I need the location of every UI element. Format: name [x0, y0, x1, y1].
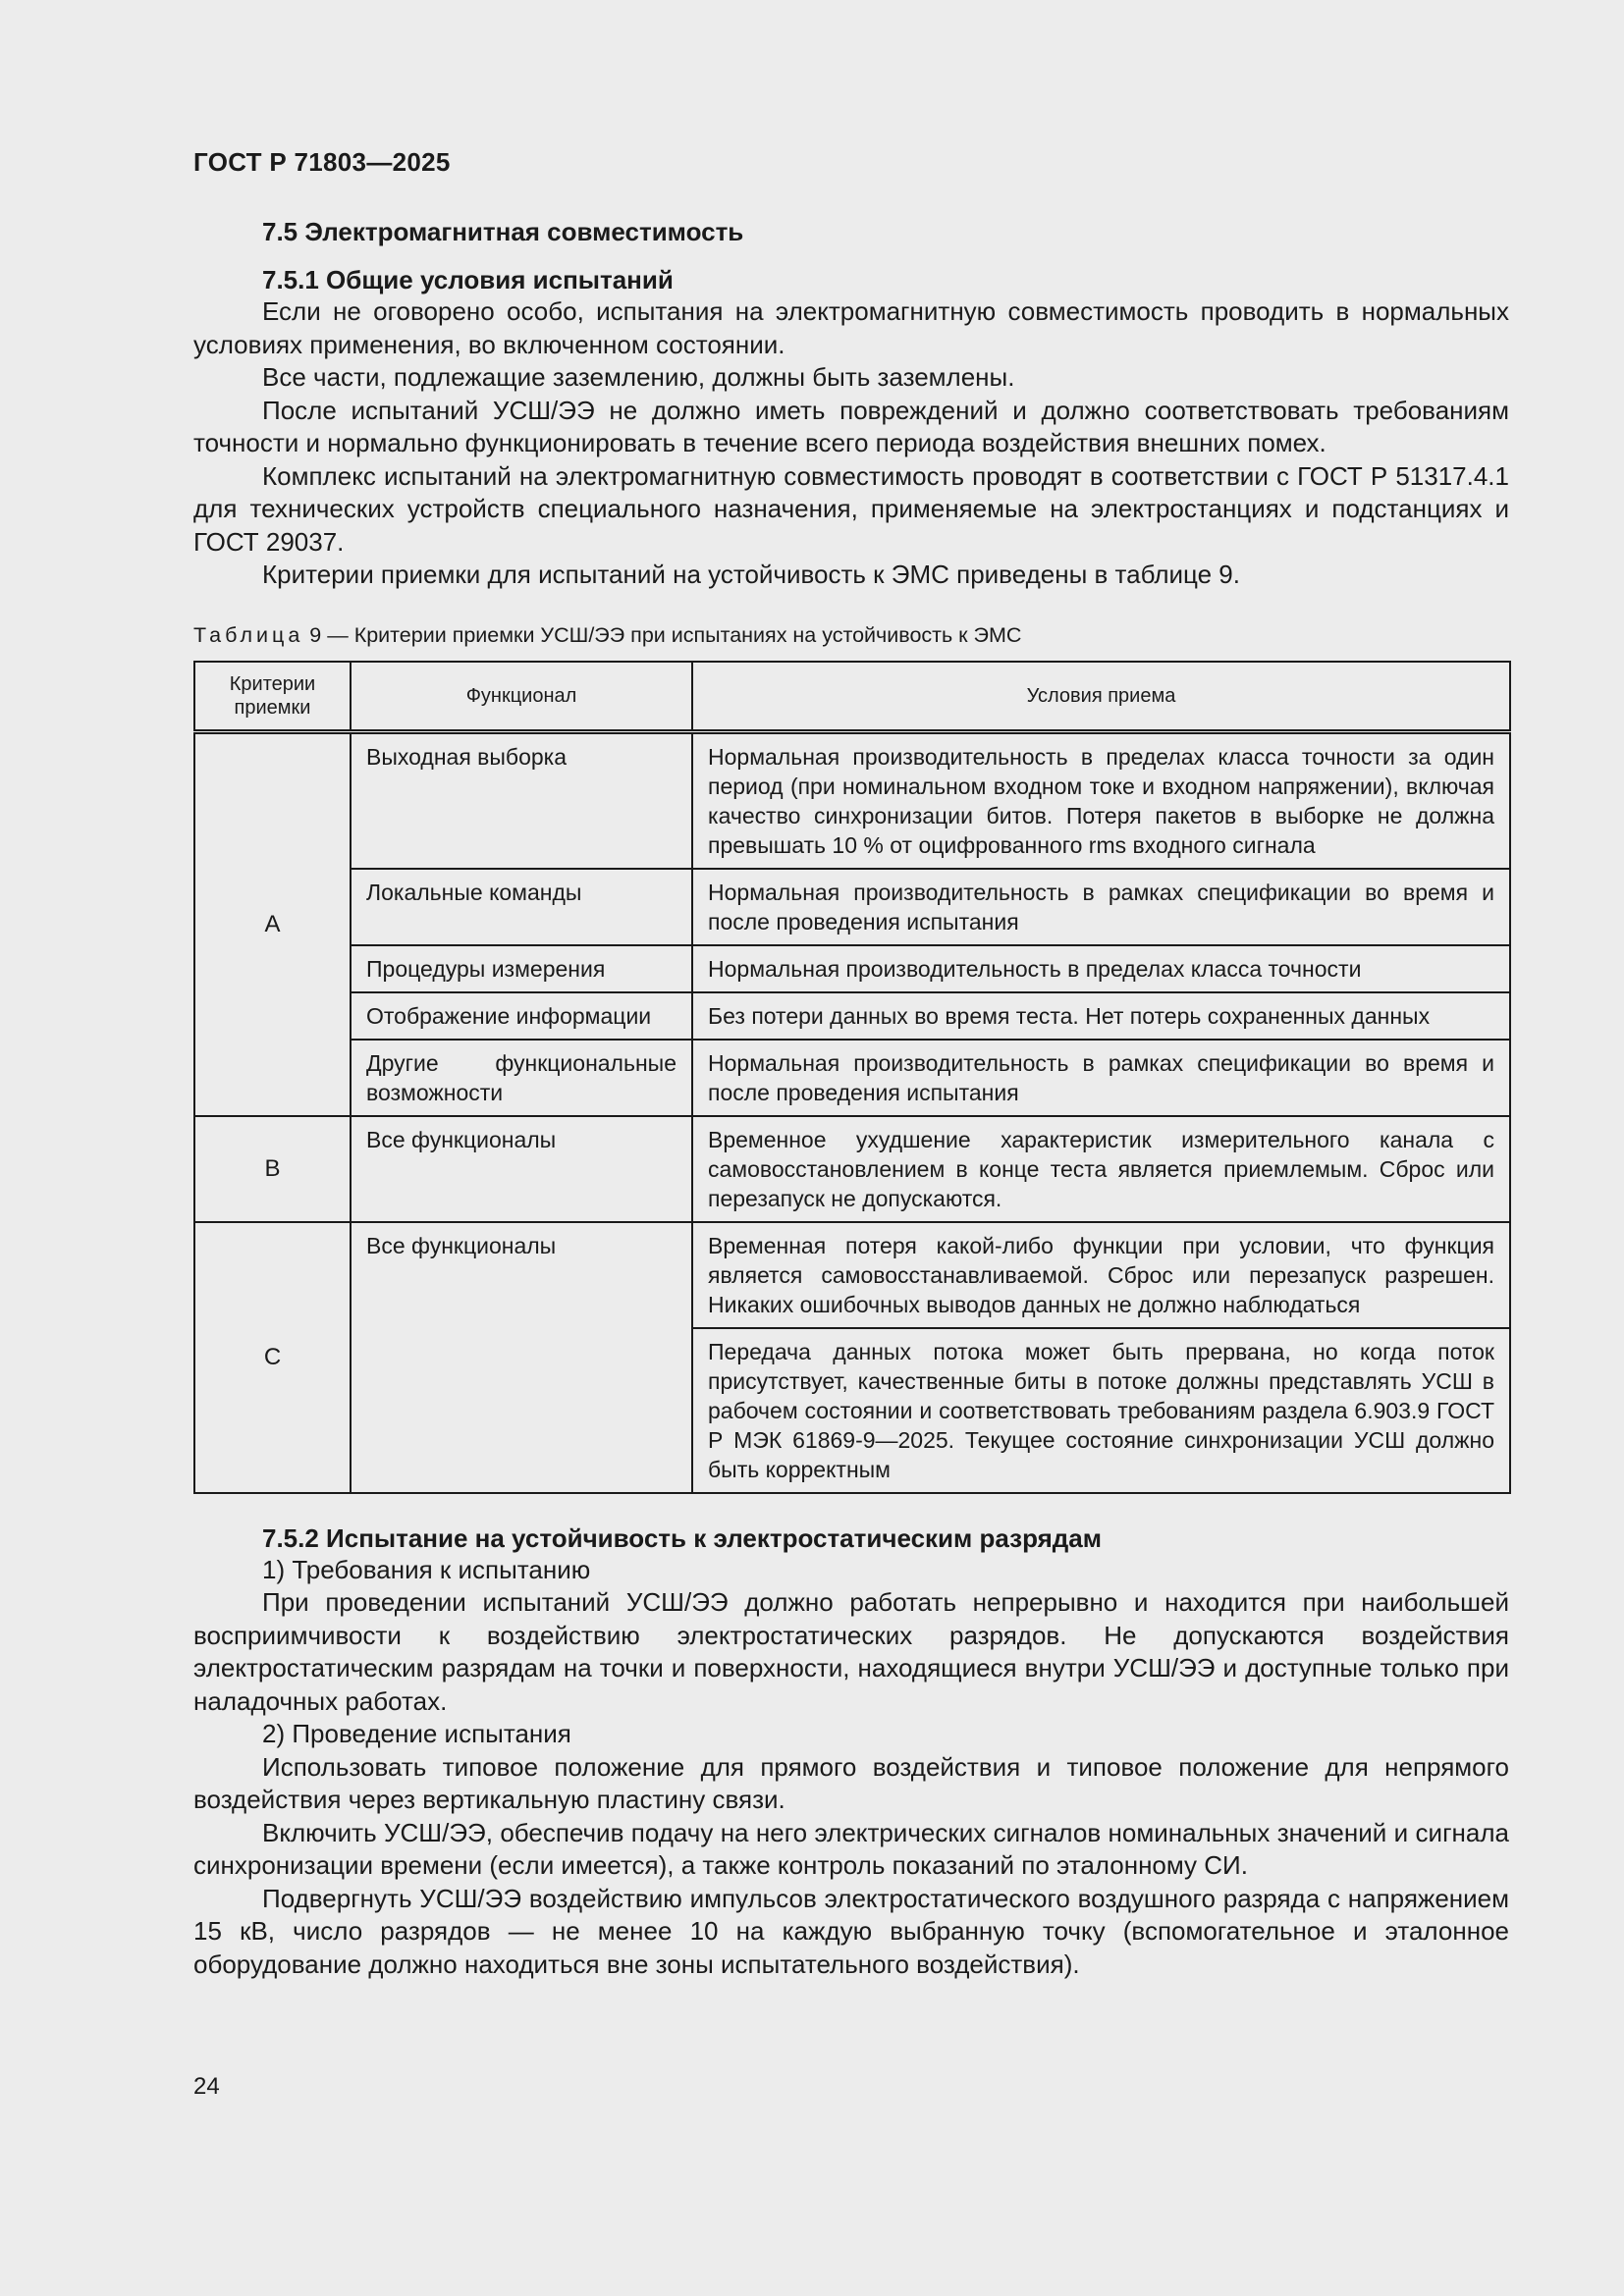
- functional-cell: Все функционалы: [351, 1116, 692, 1222]
- document-page: [193, 147, 1509, 1981]
- section-7-5-2-title: 7.5.2 Испытание на устойчивость к электростатическим разрядам: [262, 1522, 1102, 1553]
- table-row: [194, 992, 1510, 1040]
- criteria-table: [193, 661, 1511, 1494]
- functional-cell: Локальные команды: [351, 869, 692, 945]
- section-7-5-1-title: 7.5.1 Общие условия испытаний: [262, 265, 674, 294]
- paragraph: Использовать типовое положение для прямого воздействия и типовое положение для непрямого воздействия через вертикальную пластину связи.: [193, 1751, 1509, 1814]
- table-row: [194, 1040, 1510, 1116]
- functional-cell: Выходная выборка: [351, 731, 692, 869]
- criterion-c: C: [194, 1222, 351, 1493]
- condition-cell: Временное ухудшение характеристик измерительного канала с самовосстановлением в конце теста является приемлемым. Сброс или перезапуск не допускаются.: [692, 1116, 1510, 1222]
- paragraph: При проведении испытаний УСШ/ЭЭ должно работать непрерывно и находится при наибольшей восприимчивости к воздействию электростатических разрядов. Не допускаются воздействия электростатическим разрядам на точки и поверхности, находящиеся внутри УСШ/ЭЭ и доступные только при наладочных работах.: [193, 1587, 1509, 1716]
- paragraph: Критерии приемки для испытаний на устойчивость к ЭМС приведены в таблице 9.: [262, 560, 1240, 589]
- table-row: [194, 1222, 1510, 1328]
- paragraph: После испытаний УСШ/ЭЭ не должно иметь повреждений и должно соответствовать требованиям точности и нормально функционировать в течение всего периода воздействия внешних помех.: [193, 395, 1509, 457]
- item-2-title: 2) Проведение испытания: [262, 1719, 571, 1748]
- section-7-5-title: 7.5 Электромагнитная совместимость: [262, 217, 744, 246]
- table-caption-text: 9 — Критерии приемки УСШ/ЭЭ при испытаниях на устойчивость к ЭМС: [303, 622, 1022, 647]
- paragraph: Все части, подлежащие заземлению, должны быть заземлены.: [262, 362, 1015, 392]
- condition-cell: Передача данных потока может быть прервана, но когда поток присутствует, качественные биты в потоке должны представлять УСШ в рабочем состоянии и соответствовать требованиям раздела 6.903.9 ГОСТ Р МЭК 61869-9—2025. Текущее состояние синхронизации УСШ должно быть корректным: [692, 1328, 1510, 1493]
- table-caption: [193, 623, 1509, 648]
- section-7-5-2: [193, 1523, 1509, 1982]
- condition-cell: Временная потеря какой-либо функции при условии, что функция является самовосстанавливаемой. Сброс или перезапуск разрешен. Никаких ошибочных выводов данных не должно наблюдаться: [692, 1222, 1510, 1328]
- paragraph: Подвергнуть УСШ/ЭЭ воздействию импульсов электростатического воздушного разряда с напряжением 15 кВ, число разрядов — не менее 10 на каждую выбранную точку (вспомогательное и эталонное оборудование должно находиться вне зоны испытательного воздействия).: [193, 1883, 1509, 1979]
- paragraph: Если не оговорено особо, испытания на электромагнитную совместимость проводить в нормальных условиях применения, во включенном состоянии.: [193, 296, 1509, 359]
- condition-cell: Нормальная производительность в рамках спецификации во время и после проведения испытания: [692, 1040, 1510, 1116]
- criterion-b: B: [194, 1116, 351, 1222]
- condition-cell: Без потери данных во время теста. Нет потерь сохраненных данных: [692, 992, 1510, 1040]
- table-row: [194, 731, 1510, 869]
- functional-cell: Другие функциональные возможности: [351, 1040, 692, 1116]
- item-1-title: 1) Требования к испытанию: [262, 1554, 591, 1584]
- functional-cell: Процедуры измерения: [351, 945, 692, 992]
- functional-cell: Все функционалы: [351, 1222, 692, 1493]
- header-functional: Функционал: [351, 662, 692, 732]
- table-row: [194, 869, 1510, 945]
- condition-cell: Нормальная производительность в пределах класса точности: [692, 945, 1510, 992]
- table-caption-label: Таблица: [193, 622, 304, 647]
- page-number: 24: [193, 2073, 220, 2100]
- table-header-row: [194, 662, 1510, 732]
- header-conditions: Условия приема: [692, 662, 1510, 732]
- condition-cell: Нормальная производительность в рамках спецификации во время и после проведения испытания: [692, 869, 1510, 945]
- table-row: [194, 1116, 1510, 1222]
- condition-cell: Нормальная производительность в пределах класса точности за один период (при номинальном входном токе и входном напряжении), включая качество синхронизации битов. Потеря пакетов в выборке не должна превышать 10 % от оцифрованного rms входного сигнала: [692, 731, 1510, 869]
- document-header: ГОСТ Р 71803—2025: [193, 147, 451, 177]
- paragraph: Комплекс испытаний на электромагнитную совместимость проводят в соответствии с ГОСТ Р 51317.4.1 для технических устройств специального назначения, применяемые на электростанциях и подстанциях и ГОСТ 29037.: [193, 460, 1509, 557]
- criterion-a: A: [194, 731, 351, 1116]
- header-criteria: Критерии приемки: [194, 662, 351, 732]
- paragraph: Включить УСШ/ЭЭ, обеспечив подачу на него электрических сигналов номинальных значений и сигнала синхронизации времени (если имеется), а также контроль показаний по эталонному СИ.: [193, 1817, 1509, 1880]
- table-row: [194, 945, 1510, 992]
- functional-cell: Отображение информации: [351, 992, 692, 1040]
